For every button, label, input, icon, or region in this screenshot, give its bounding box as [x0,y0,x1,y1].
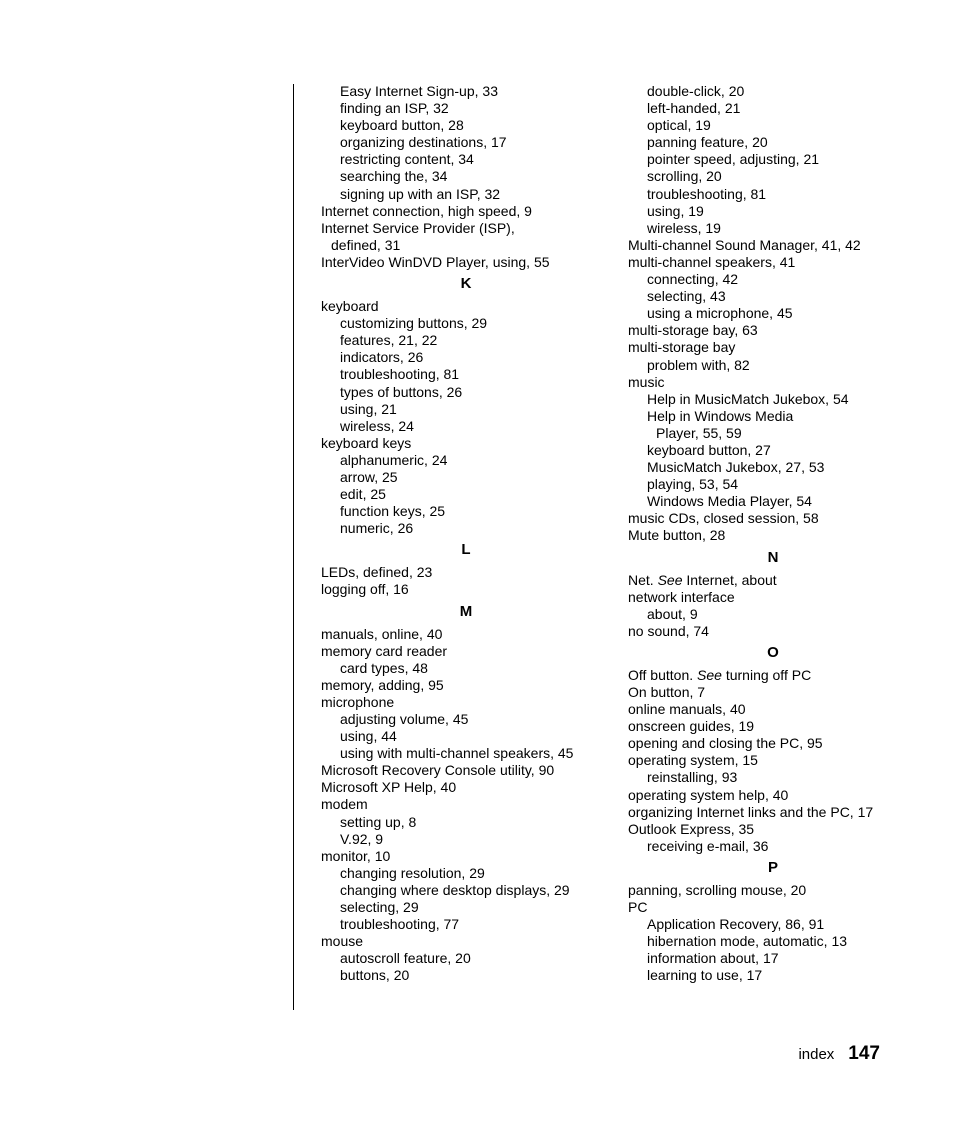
index-subentry: Player, 55, 59 [656,424,742,441]
index-subentry: signing up with an ISP, 32 [340,185,501,202]
index-entry: onscreen guides, 19 [628,718,755,735]
index-subentry: optical, 19 [647,117,711,134]
index-entry: no sound, 74 [628,622,709,639]
footer-section-label: index [798,1046,835,1063]
index-entry: music [628,373,665,390]
index-column-left [321,83,611,985]
index-entry: Internet Service Provider (ISP), [321,219,515,236]
index-entry: Microsoft Recovery Console utility, 90 [321,762,555,779]
index-entry: InterVideo WinDVD Player, using, 55 [321,253,550,270]
page-number: 147 [848,1043,880,1064]
index-subentry: card types, 48 [340,659,428,676]
index-subentry: indicators, 26 [340,349,424,366]
index-subentry: function keys, 25 [340,503,446,520]
index-subentry: connecting, 42 [647,271,739,288]
index-subentry: buttons, 20 [340,967,410,984]
index-subentry: receiving e-mail, 36 [647,837,769,854]
index-subentry: defined, 31 [331,236,401,253]
index-subentry: using, 44 [340,728,397,745]
index-subentry: arrow, 25 [340,468,398,485]
index-subentry: Windows Media Player, 54 [647,493,812,510]
index-subentry: using with multi-channel speakers, 45 [340,745,574,762]
index-subentry: keyboard button, 27 [647,441,771,458]
index-subentry: selecting, 43 [647,288,726,305]
index-entry: panning, scrolling mouse, 20 [628,881,807,898]
index-subentry: playing, 53, 54 [647,476,739,493]
index-letter-heading: P [767,858,778,876]
index-subentry: customizing buttons, 29 [340,315,488,332]
index-subentry: adjusting volume, 45 [340,711,469,727]
index-subentry: wireless, 24 [340,417,414,434]
index-letter-heading: M [459,602,473,620]
index-subentry: troubleshooting, 81 [647,185,767,202]
index-entry: memory card reader [321,642,448,659]
index-entry: multi-storage bay, 63 [628,322,758,339]
index-subentry: scrolling, 20 [647,168,722,185]
index-entry: Mute button, 28 [628,527,726,544]
index-subentry: using, 19 [647,202,704,219]
index-subentry: V.92, 9 [340,830,384,847]
index-subentry: left-handed, 21 [647,100,741,117]
index-subentry: changing resolution, 29 [340,864,485,881]
index-subentry: Help in Windows Media [647,407,794,424]
index-entry: memory, adding, 95 [321,676,444,693]
index-subentry: types of buttons, 26 [340,383,463,400]
index-entry [628,667,918,684]
index-subentry: using a microphone, 45 [647,305,793,322]
index-entry [628,572,918,589]
index-subentry: information about, 17 [647,950,779,967]
index-subentry: Help in MusicMatch Jukebox, 54 [647,390,849,407]
index-subentry: organizing destinations, 17 [340,134,507,151]
index-subentry: searching the, 34 [340,168,448,185]
index-subentry: features, 21, 22 [340,332,438,349]
index-letter-heading: K [460,275,472,293]
index-entry-text: Off button. [628,666,694,683]
index-subentry: Application Recovery, 86, 91 [647,916,825,933]
index-entry: online manuals, 40 [628,701,746,718]
index-subentry: MusicMatch Jukebox, 27, 53 [647,459,825,476]
index-entry: logging off, 16 [321,581,409,598]
index-subentry: hibernation mode, automatic, 13 [647,933,848,950]
index-subentry: changing where desktop displays, 29 [340,881,570,898]
index-entry: microphone [321,693,395,710]
see-reference: See [657,571,683,588]
index-entry: LEDs, defined, 23 [321,564,433,581]
index-entry: opening and closing the PC, 95 [628,735,823,752]
index-subentry: finding an ISP, 32 [340,100,449,117]
index-entry: modem [321,796,368,813]
index-subentry: restricting content, 34 [340,151,474,168]
index-subentry: using, 21 [340,400,397,417]
index-subentry: troubleshooting, 81 [340,366,460,383]
index-subentry: autoscroll feature, 20 [340,950,471,967]
index-entry: Microsoft XP Help, 40 [321,779,457,796]
see-target: Internet, about [686,571,777,588]
index-entry: Outlook Express, 35 [628,820,755,837]
see-reference: See [697,666,722,683]
index-column-right [628,83,918,985]
index-subentry: about, 9 [647,605,698,622]
index-entry: mouse [321,933,364,950]
see-target: turning off PC [725,666,812,683]
index-subentry: problem with, 82 [647,356,750,373]
index-entry: multi-channel speakers, 41 [628,253,796,270]
index-entry: multi-storage bay [628,339,736,356]
index-entry: operating system help, 40 [628,786,789,803]
index-letter-heading: N [767,548,779,566]
index-letter-heading: L [461,541,471,559]
index-subentry: learning to use, 17 [647,967,763,984]
index-entry: monitor, 10 [321,847,391,864]
index-entry: manuals, online, 40 [321,625,443,642]
index-entry: music CDs, closed session, 58 [628,510,819,527]
index-subentry: wireless, 19 [647,219,721,236]
index-subentry: troubleshooting, 77 [340,916,460,933]
index-subentry: numeric, 26 [340,520,414,537]
index-entry: keyboard keys [321,434,412,451]
index-entry: Multi-channel Sound Manager, 41, 42 [628,236,861,253]
index-subentry: keyboard button, 28 [340,117,464,134]
index-subentry: panning feature, 20 [647,134,768,151]
index-subentry: double-click, 20 [647,83,745,99]
index-entry: PC [628,899,648,916]
index-subentry: pointer speed, adjusting, 21 [647,151,820,168]
index-subentry: reinstalling, 93 [647,769,738,786]
index-subentry: selecting, 29 [340,899,419,916]
index-subentry: alphanumeric, 24 [340,451,448,468]
index-letter-heading: O [767,643,779,661]
index-entry: organizing Internet links and the PC, 17 [628,803,874,820]
index-entry: network interface [628,588,735,605]
index-subentry: setting up, 8 [340,813,417,830]
index-entry: On button, 7 [628,684,706,700]
index-entry: operating system, 15 [628,752,758,769]
index-subentry: Easy Internet Sign-up, 33 [340,83,498,99]
index-subentry: edit, 25 [340,486,386,503]
index-entry: keyboard [321,298,379,315]
index-entry: Internet connection, high speed, 9 [321,202,532,219]
page-footer [798,1043,880,1065]
index-entry-text: Net. [628,571,654,588]
column-divider-rule [293,84,294,1010]
